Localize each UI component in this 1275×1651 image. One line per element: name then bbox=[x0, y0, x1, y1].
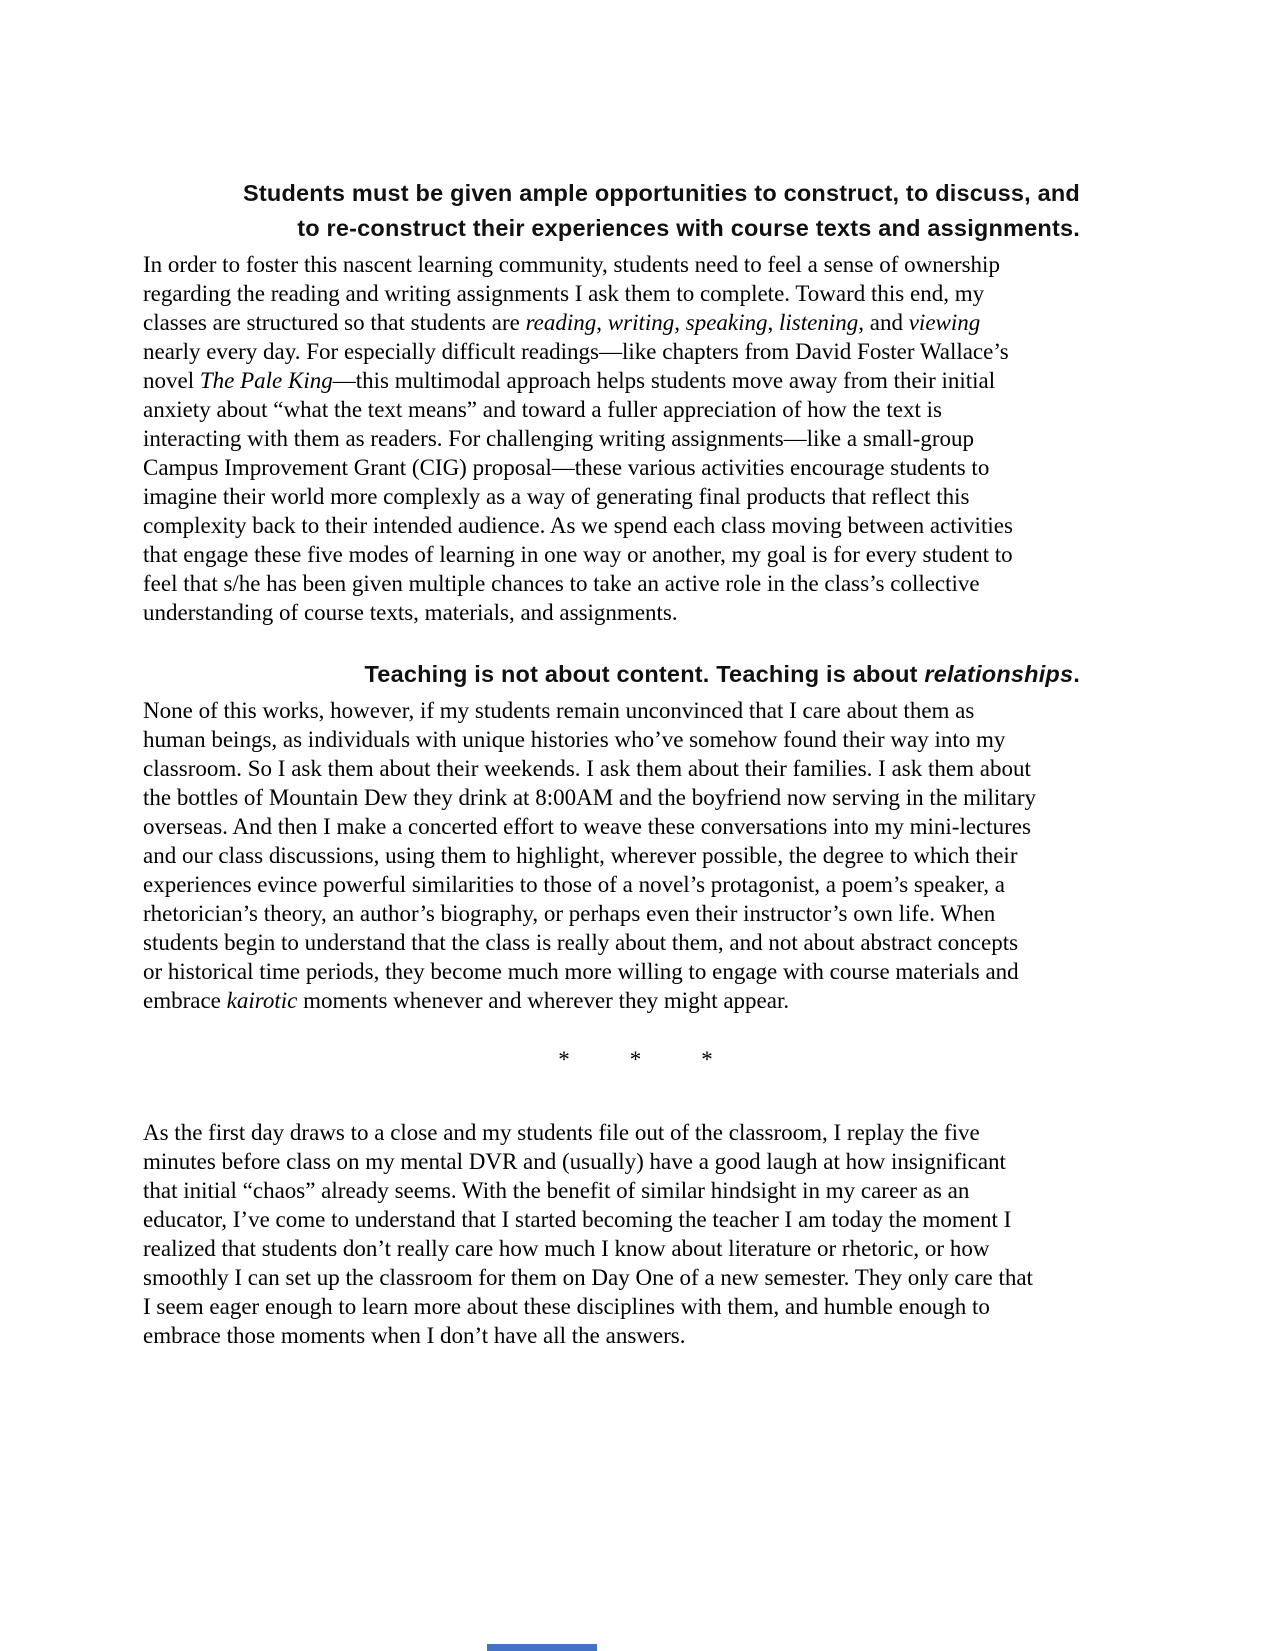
text-line: human beings, as individuals with unique histories who’ve somehow found their way into my bbox=[143, 727, 1006, 752]
text-line: minutes before class on my mental DVR and (usually) have a good laugh at how insignificant bbox=[143, 1149, 1006, 1174]
paragraph-caring-about-students bbox=[143, 696, 1080, 1015]
text-line: the bottles of Mountain Dew they drink at 8:00AM and the boyfriend now serving in the military bbox=[143, 785, 1037, 810]
asterisk: * bbox=[629, 1047, 642, 1072]
asterisk: * bbox=[701, 1047, 713, 1072]
text-line: complexity back to their intended audience. As we spend each class moving between activities bbox=[143, 513, 1013, 538]
text-line: realized that students don’t really care how much I know about literature or rhetoric, or how bbox=[143, 1236, 990, 1261]
text-line: to re-construct their experiences with course texts and assignments. bbox=[297, 215, 1080, 241]
text-line: As the first day draws to a close and my students file out of the classroom, I replay the five bbox=[143, 1120, 980, 1145]
text-line: regarding the reading and writing assignments I ask them to complete. Toward this end, my bbox=[143, 281, 985, 306]
paragraph-learning-community bbox=[143, 250, 1080, 627]
paragraph-first-day-close bbox=[143, 1118, 1080, 1350]
asterisk: * bbox=[558, 1047, 570, 1072]
page-bottom-indicator bbox=[487, 1644, 597, 1651]
text-line: experiences evince powerful similarities to those of a novel’s protagonist, a poem’s speaker, a bbox=[143, 872, 1005, 897]
text-line: smoothly I can set up the classroom for them on Day One of a new semester. They only care that bbox=[143, 1265, 1033, 1290]
text-line: None of this works, however, if my students remain unconvinced that I care about them as bbox=[143, 698, 975, 723]
text-line: classroom. So I ask them about their weekends. I ask them about their families. I ask them about bbox=[143, 756, 1031, 781]
text-line: that engage these five modes of learning in one way or another, my goal is for every student to bbox=[143, 542, 1013, 567]
text-line: novel The Pale King—this multimodal approach helps students move away from their initial bbox=[143, 368, 996, 393]
text-line: classes are structured so that students are reading, writing, speaking, listening, and viewing bbox=[143, 310, 981, 335]
text-line: imagine their world more complexly as a way of generating final products that reflect this bbox=[143, 484, 970, 509]
text-line: nearly every day. For especially difficult readings—like chapters from David Foster Wallace’s bbox=[143, 339, 1009, 364]
text-line: Teaching is not about content. Teaching is about relationships. bbox=[364, 661, 1080, 687]
text-line: that initial “chaos” already seems. With the benefit of similar hindsight in my career as an bbox=[143, 1178, 970, 1203]
text-line: interacting with them as readers. For challenging writing assignments—like a small-group bbox=[143, 426, 974, 451]
text-line: embrace kairotic moments whenever and wherever they might appear. bbox=[143, 988, 790, 1013]
text-line: educator, I’ve come to understand that I started becoming the teacher I am today the moment I bbox=[143, 1207, 1012, 1232]
text-line: understanding of course texts, materials, and assignments. bbox=[143, 600, 678, 625]
text-line: overseas. And then I make a concerted effort to weave these conversations into my mini-lectures bbox=[143, 814, 1031, 839]
text-line: Campus Improvement Grant (CIG) proposal—these various activities encourage students to bbox=[143, 455, 990, 480]
text-line: Students must be given ample opportunities to construct, to discuss, and bbox=[243, 180, 1080, 206]
text-line: feel that s/he has been given multiple chances to take an active role in the class’s collective bbox=[143, 571, 980, 596]
text-line: rhetorician’s theory, an author’s biography, or perhaps even their instructor’s own life. When bbox=[143, 901, 996, 926]
asterisk-separator bbox=[167, 1045, 1104, 1074]
heading-ample-opportunities bbox=[143, 176, 1080, 246]
text-line: In order to foster this nascent learning community, students need to feel a sense of ownership bbox=[143, 252, 1000, 277]
heading-teaching-relationships bbox=[143, 657, 1080, 692]
text-line: students begin to understand that the class is really about them, and not about abstract concepts bbox=[143, 930, 1019, 955]
text-line: I seem eager enough to learn more about these disciplines with them, and humble enough to bbox=[143, 1294, 990, 1319]
text-line: embrace those moments when I don’t have all the answers. bbox=[143, 1323, 686, 1348]
text-line: anxiety about “what the text means” and toward a fuller appreciation of how the text is bbox=[143, 397, 942, 422]
text-line: and our class discussions, using them to highlight, wherever possible, the degree to which their bbox=[143, 843, 1018, 868]
text-line: or historical time periods, they become much more willing to engage with course materials and bbox=[143, 959, 1019, 984]
document-content bbox=[143, 176, 1080, 1350]
